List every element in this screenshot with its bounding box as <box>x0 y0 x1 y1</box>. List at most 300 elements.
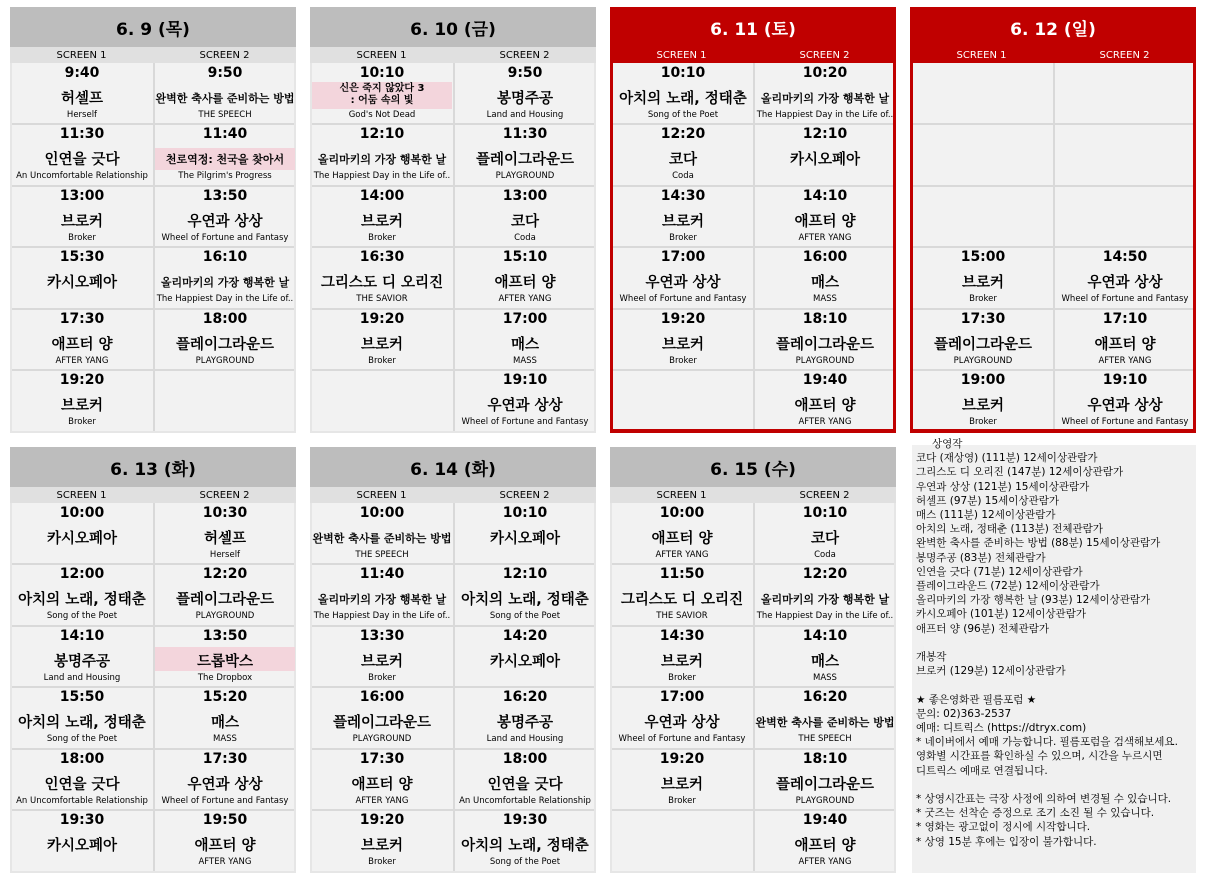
english-title: Broker <box>68 417 96 427</box>
movie-title: 매스 <box>810 653 839 670</box>
movie-title: 올리마키의 가장 행복한 날 <box>317 593 447 607</box>
showtime-slot[interactable] <box>1055 309 1195 370</box>
movie-title: 허셀프 <box>60 91 104 107</box>
movie-title: 우연과 상상 <box>645 275 721 292</box>
showtime-slot[interactable] <box>755 124 895 185</box>
movie-title: 허셀프 <box>203 531 247 547</box>
showtime-slot[interactable] <box>612 626 752 687</box>
showtime[interactable]: 11:30 <box>502 126 548 143</box>
movie-title: 드롭박스 <box>196 653 254 670</box>
showtime[interactable]: 15:20 <box>202 689 248 706</box>
screen-label: SCREEN 2 <box>199 49 250 61</box>
english-title: Broker <box>368 232 396 243</box>
movie-title: 플레이그라운드 <box>475 152 575 169</box>
showtime[interactable]: 18:00 <box>202 310 248 327</box>
english-title: PLAYGROUND <box>495 171 555 182</box>
showtime-slot[interactable] <box>755 63 895 124</box>
showtime[interactable]: 12:10 <box>359 126 405 143</box>
showtime-slot[interactable] <box>455 124 595 185</box>
movie-title: 그리스도 디 오리진 <box>320 275 444 292</box>
showtime-slot[interactable] <box>455 309 595 370</box>
info-line: 매스 (111분) 12세이상관람가 <box>916 509 1056 522</box>
showtime-slot[interactable] <box>1055 370 1195 431</box>
showtime-slot[interactable] <box>455 370 595 431</box>
showtime-slot[interactable] <box>155 124 295 185</box>
showtime[interactable]: 10:00 <box>59 505 105 521</box>
showtime[interactable]: 17:30 <box>59 310 105 327</box>
showtime[interactable]: 9:50 <box>207 65 243 81</box>
showtime-slot[interactable] <box>1055 247 1195 308</box>
english-title: Broker <box>969 294 997 305</box>
day-header: 6. 10 (금) <box>310 7 596 47</box>
english-title: Wheel of Fortune and Fantasy <box>618 734 746 745</box>
day-header: 6. 12 (일) <box>910 7 1196 47</box>
english-title: Land and Housing <box>486 734 564 745</box>
movie-title: 우연과 상상 <box>187 776 263 793</box>
showtime-slot[interactable] <box>312 124 452 185</box>
movie-title: 브로커 <box>661 213 705 230</box>
screen-header-row <box>10 487 296 503</box>
day-header: 6. 13 (화) <box>10 447 296 487</box>
movie-title: 봉명주공 <box>53 653 111 670</box>
schedule-grid <box>12 503 294 871</box>
movie-title: 플레이그라운드 <box>175 336 275 353</box>
showtime-slot[interactable] <box>755 810 895 871</box>
showtime[interactable]: 14:10 <box>802 627 848 644</box>
showtime-slot[interactable] <box>12 503 152 564</box>
info-line: 문의: 02)363-2537 <box>916 707 1012 720</box>
movie-title: 애프터 양 <box>651 531 713 547</box>
english-title: AFTER YANG <box>198 857 252 867</box>
showtime[interactable]: 11:40 <box>202 126 248 143</box>
english-title: The Happiest Day in the Life of.. <box>313 611 451 622</box>
showtime-slot[interactable] <box>312 810 452 871</box>
movie-title: 애프터 양 <box>51 336 113 353</box>
showtime-slot[interactable] <box>613 247 753 308</box>
info-line <box>916 778 1196 792</box>
screen-label: SCREEN 1 <box>356 489 407 501</box>
english-title: Wheel of Fortune and Fantasy <box>161 232 289 243</box>
movie-title: 플레이그라운드 <box>175 592 275 609</box>
english-title: THE SPEECH <box>198 110 252 120</box>
english-title: Song of the Poet <box>489 857 561 867</box>
showtime-slot[interactable] <box>913 370 1053 431</box>
showtime-slot[interactable] <box>12 370 152 431</box>
english-title: THE SAVIOR <box>656 611 708 622</box>
showtime-slot[interactable] <box>12 63 152 124</box>
screen-header-row <box>310 47 596 63</box>
showtime[interactable]: 13:00 <box>502 187 548 204</box>
showtime[interactable]: 10:00 <box>659 505 705 521</box>
showtime[interactable]: 15:00 <box>960 249 1006 266</box>
english-title: Wheel of Fortune and Fantasy <box>1061 294 1189 305</box>
showtime-slot[interactable] <box>155 749 295 810</box>
english-title: Land and Housing <box>43 672 121 683</box>
movie-title: 신은 죽지 않았다 3 : 어둠 속의 빛 <box>339 83 425 106</box>
grid-divider <box>913 123 1193 125</box>
info-line: 그리스도 디 오리진 (147분) 12세이상관람가 <box>916 466 1124 479</box>
movie-title: 코다 <box>810 531 839 547</box>
showtime[interactable]: 13:50 <box>202 187 248 204</box>
english-title: God's Not Dead <box>348 110 416 120</box>
screen-label: SCREEN 2 <box>799 489 850 501</box>
screen-label: SCREEN 2 <box>1099 49 1150 61</box>
showtime[interactable]: 13:00 <box>59 187 105 204</box>
movie-title: 코다 <box>668 152 697 169</box>
showtime-slot[interactable] <box>455 564 595 625</box>
showtime[interactable]: 14:50 <box>1102 249 1148 266</box>
english-title: The Happiest Day in the Life of.. <box>313 171 451 182</box>
movie-title: 우연과 상상 <box>187 213 263 230</box>
showtime-slot[interactable] <box>312 63 452 124</box>
english-title: AFTER YANG <box>798 417 852 427</box>
movie-title: 애프터 양 <box>494 275 556 292</box>
english-title: AFTER YANG <box>498 294 552 305</box>
screen-header-row <box>310 487 596 503</box>
movie-title: 브로커 <box>661 336 705 353</box>
movie-title: 브로커 <box>360 838 404 854</box>
showtime[interactable]: 10:10 <box>359 65 405 81</box>
showtime[interactable]: 16:30 <box>359 249 405 266</box>
screen-label: SCREEN 1 <box>56 489 107 501</box>
day-panel <box>610 7 896 433</box>
showtime[interactable]: 11:30 <box>59 126 105 143</box>
showtime[interactable]: 12:10 <box>802 126 848 143</box>
showtime-slot[interactable] <box>155 810 295 871</box>
showtime-slot[interactable] <box>913 309 1053 370</box>
info-line: 완벽한 축사를 준비하는 방법 (88분) 15세이상관람가 <box>916 537 1161 550</box>
showtime[interactable]: 16:20 <box>502 689 548 706</box>
info-panel <box>912 438 1196 873</box>
screen-label: SCREEN 2 <box>199 489 250 501</box>
english-title: Coda <box>814 550 836 560</box>
showtime[interactable]: 9:40 <box>64 65 100 81</box>
showtime[interactable]: 14:20 <box>502 627 548 644</box>
showtime-slot[interactable] <box>455 626 595 687</box>
showtime[interactable]: 19:10 <box>502 372 548 388</box>
day-header: 6. 14 (화) <box>310 447 596 487</box>
showtime-slot[interactable] <box>455 503 595 564</box>
info-line: 영화별 시간표를 확인하실 수 있으며, 시간을 누르시면 <box>916 750 1163 763</box>
english-title: MASS <box>813 672 837 683</box>
english-title: Coda <box>672 171 694 182</box>
showtime-slot[interactable] <box>12 626 152 687</box>
showtime-slot[interactable] <box>455 186 595 247</box>
showtime[interactable]: 10:10 <box>802 505 848 521</box>
showtime-slot[interactable] <box>755 626 895 687</box>
showtime[interactable]: 19:20 <box>359 812 405 828</box>
movie-title: 카시오페아 <box>789 152 861 169</box>
movie-title: 그리스도 디 오리진 <box>620 592 744 609</box>
info-line: * 굿즈는 선착순 증정으로 조기 소진 될 수 있습니다. <box>916 807 1155 820</box>
showtime-slot[interactable] <box>155 564 295 625</box>
movie-title: 애프터 양 <box>794 213 856 230</box>
showtime-slot[interactable] <box>613 309 753 370</box>
showtime[interactable]: 18:00 <box>502 750 548 767</box>
showtime-slot[interactable] <box>913 247 1053 308</box>
info-line <box>916 636 1196 650</box>
showtime-slot[interactable] <box>755 247 895 308</box>
showtime[interactable]: 19:00 <box>960 372 1006 388</box>
showtime[interactable]: 11:50 <box>659 566 705 583</box>
showtime-slot[interactable] <box>12 186 152 247</box>
info-line: * 상영 15분 후에는 입장이 불가합니다. <box>916 835 1097 848</box>
showtime[interactable]: 14:00 <box>359 187 405 204</box>
showtime-slot[interactable] <box>455 63 595 124</box>
movie-title: 인연을 긋다 <box>44 776 120 793</box>
screen-header-row <box>10 47 296 63</box>
showtime[interactable]: 19:10 <box>1102 372 1148 388</box>
english-title: PLAYGROUND <box>795 355 855 366</box>
movie-title: 코다 <box>510 213 539 230</box>
showtime[interactable]: 15:10 <box>502 249 548 266</box>
showtime-slot[interactable] <box>312 626 452 687</box>
movie-title: 우연과 상상 <box>644 715 720 732</box>
showtime-slot[interactable] <box>12 247 152 308</box>
showtime-slot[interactable] <box>612 687 752 748</box>
showtime-slot[interactable] <box>12 810 152 871</box>
english-title: Broker <box>969 417 997 427</box>
english-title: The Happiest Day in the Life of.. <box>156 294 294 305</box>
showtime-slot[interactable] <box>12 309 152 370</box>
screen-label: SCREEN 1 <box>656 49 707 61</box>
showtime-slot[interactable] <box>755 309 895 370</box>
showtime[interactable]: 10:00 <box>359 505 405 521</box>
info-line: 예매: 디트릭스 (https://dtryx.com) <box>916 722 1087 735</box>
movie-title: 플레이그라운드 <box>332 715 432 732</box>
english-title: Herself <box>66 110 98 120</box>
english-title: Land and Housing <box>486 110 564 120</box>
showtime-slot[interactable] <box>312 503 452 564</box>
movie-title: 아치의 노래, 정태춘 <box>18 715 146 732</box>
movie-title: 애프터 양 <box>794 398 856 414</box>
day-panel <box>610 447 896 873</box>
movie-title: 플레이그라운드 <box>775 336 875 353</box>
showtime-slot[interactable] <box>613 186 753 247</box>
showtime[interactable]: 19:20 <box>659 750 705 767</box>
showtime-slot[interactable] <box>455 810 595 871</box>
english-title: Broker <box>368 672 396 683</box>
showtime[interactable]: 14:30 <box>659 627 705 644</box>
screen-label: SCREEN 1 <box>956 49 1007 61</box>
movie-title: 플레이그라운드 <box>775 776 875 793</box>
english-title: The Pilgrim's Progress <box>178 171 272 182</box>
english-title: AFTER YANG <box>798 857 852 867</box>
movie-title: 브로커 <box>961 275 1005 292</box>
day-header: 6. 15 (수) <box>610 447 896 487</box>
showtime-slot[interactable] <box>12 124 152 185</box>
movie-title: 아치의 노래, 정태춘 <box>461 592 589 609</box>
showtime[interactable]: 14:30 <box>660 187 706 204</box>
screen-label: SCREEN 2 <box>499 49 550 61</box>
movie-title: 우연과 상상 <box>1087 398 1163 414</box>
english-title: Broker <box>68 232 96 243</box>
showtime-slot[interactable] <box>755 749 895 810</box>
screen-header-row <box>610 487 896 503</box>
showtime-slot[interactable] <box>12 749 152 810</box>
showtime[interactable]: 17:30 <box>202 750 248 767</box>
english-title: AFTER YANG <box>655 550 709 560</box>
showtime-slot[interactable] <box>612 564 752 625</box>
showtime[interactable]: 9:50 <box>507 65 543 81</box>
schedule-grid <box>612 503 894 871</box>
movie-title: 애프터 양 <box>1094 336 1156 353</box>
showtime-slot[interactable] <box>312 309 452 370</box>
info-line <box>916 678 1196 692</box>
english-title: An Uncomfortable Relationship <box>16 795 148 806</box>
info-line: 디트릭스 예매로 연결됩니다. <box>916 764 1048 777</box>
info-line: * 영화는 광고없이 정시에 시작합니다. <box>916 821 1091 834</box>
screen-header-row <box>910 47 1196 63</box>
info-line: 애프터 양 (96분) 전체관람가 <box>916 622 1049 635</box>
showtime[interactable]: 12:20 <box>202 566 248 583</box>
showtime[interactable]: 13:50 <box>202 627 248 644</box>
showtime-slot[interactable] <box>155 186 295 247</box>
showtime[interactable]: 14:10 <box>59 627 105 644</box>
showtime[interactable]: 16:00 <box>802 249 848 266</box>
showtime-slot[interactable] <box>312 687 452 748</box>
english-title: PLAYGROUND <box>352 734 412 745</box>
schedule-grid <box>12 63 294 431</box>
day-header: 6. 9 (목) <box>10 7 296 47</box>
showtime-slot[interactable] <box>612 749 752 810</box>
showtime[interactable]: 10:30 <box>202 505 248 521</box>
showtime-slot[interactable] <box>155 63 295 124</box>
screen-label: SCREEN 2 <box>499 489 550 501</box>
showtime[interactable]: 18:10 <box>802 750 848 767</box>
showtime[interactable]: 11:40 <box>359 566 405 583</box>
showtime[interactable]: 17:30 <box>960 310 1006 327</box>
showtime[interactable]: 13:30 <box>359 627 405 644</box>
info-line: 개봉작 <box>916 651 947 664</box>
showtime[interactable]: 17:10 <box>1102 310 1148 327</box>
english-title: MASS <box>213 734 237 745</box>
movie-title: 카시오페아 <box>46 838 118 854</box>
day-panel <box>910 7 1196 433</box>
screen-header-row <box>610 47 896 63</box>
english-title: Wheel of Fortune and Fantasy <box>1061 417 1189 427</box>
showtime[interactable]: 19:50 <box>202 812 248 828</box>
movie-title: 브로커 <box>360 653 404 670</box>
showtime[interactable]: 19:40 <box>802 812 848 828</box>
showtime-slot[interactable] <box>155 687 295 748</box>
showtime-slot[interactable] <box>755 503 895 564</box>
english-title: AFTER YANG <box>1098 355 1152 366</box>
grid-divider <box>913 185 1193 187</box>
showtime-slot[interactable] <box>755 564 895 625</box>
showtime[interactable]: 19:20 <box>59 372 105 388</box>
showtime-slot[interactable] <box>312 247 452 308</box>
english-title: Herself <box>209 550 241 560</box>
showtime-slot[interactable] <box>612 503 752 564</box>
showtime-slot[interactable] <box>312 186 452 247</box>
showtime[interactable]: 17:00 <box>502 310 548 327</box>
movie-title: 천로역정: 천국을 찾아서 <box>165 153 285 167</box>
showtime[interactable]: 10:10 <box>502 505 548 521</box>
showtime-slot[interactable] <box>613 124 753 185</box>
english-title: AFTER YANG <box>355 795 409 806</box>
showtime-slot[interactable] <box>155 503 295 564</box>
showtime-slot[interactable] <box>755 186 895 247</box>
english-title: An Uncomfortable Relationship <box>459 795 591 806</box>
info-line: * 상영시간표는 극장 사정에 의하여 변경될 수 있습니다. <box>916 793 1172 806</box>
showtime[interactable]: 18:10 <box>802 310 848 327</box>
showtime[interactable]: 17:00 <box>660 249 706 266</box>
schedule-grid <box>312 63 594 431</box>
showtime-slot[interactable] <box>312 564 452 625</box>
movie-title: 매스 <box>810 275 839 292</box>
english-title: Broker <box>668 672 696 683</box>
showtime[interactable]: 19:40 <box>802 372 848 388</box>
showtime[interactable]: 19:30 <box>59 812 105 828</box>
showtime[interactable]: 17:30 <box>359 750 405 767</box>
showtime[interactable]: 15:50 <box>59 689 105 706</box>
showtime[interactable]: 10:10 <box>660 65 706 81</box>
showtime[interactable]: 16:00 <box>359 689 405 706</box>
movie-title: 카시오페아 <box>46 531 118 547</box>
showtime-slot[interactable] <box>155 247 295 308</box>
showtime-slot[interactable] <box>155 309 295 370</box>
movie-title: 카시오페아 <box>46 275 118 292</box>
showtime-slot[interactable] <box>12 687 152 748</box>
info-line: 카시오페아 (101분) 12세이상관람가 <box>916 608 1086 621</box>
showtime[interactable]: 12:00 <box>59 566 105 583</box>
showtime[interactable]: 12:20 <box>660 126 706 143</box>
english-title: Wheel of Fortune and Fantasy <box>619 294 747 305</box>
showtime-slot[interactable] <box>455 247 595 308</box>
info-line: 코다 (재상영) (111분) 12세이상관람가 <box>916 452 1098 465</box>
screen-label: SCREEN 2 <box>799 49 850 61</box>
info-line: 아치의 노래, 정태춘 (113분) 전체관람가 <box>916 523 1103 536</box>
showtime[interactable]: 14:10 <box>802 187 848 204</box>
showtime[interactable]: 19:30 <box>502 812 548 828</box>
showtime[interactable]: 12:10 <box>502 566 548 583</box>
schedule-grid <box>613 63 893 429</box>
showtime-slot[interactable] <box>755 370 895 431</box>
showtime-slot[interactable] <box>455 687 595 748</box>
movie-title: 브로커 <box>60 398 104 414</box>
showtime-slot[interactable] <box>755 687 895 748</box>
movie-title: 봉명주공 <box>496 91 554 107</box>
showtime[interactable]: 16:20 <box>802 689 848 706</box>
showtime[interactable]: 16:10 <box>202 249 248 266</box>
showtime[interactable]: 15:30 <box>59 249 105 266</box>
showtime[interactable]: 10:20 <box>802 65 848 81</box>
showtime[interactable]: 18:00 <box>59 750 105 767</box>
english-title: MASS <box>813 294 837 305</box>
schedule-grid <box>913 63 1193 429</box>
showtime-slot[interactable] <box>312 749 452 810</box>
movie-title: 올리마키의 가장 행복한 날 <box>760 92 890 105</box>
movie-title: 카시오페아 <box>489 653 561 670</box>
english-title: PLAYGROUND <box>195 355 255 366</box>
showtime-slot[interactable] <box>613 63 753 124</box>
showtime-slot[interactable] <box>455 749 595 810</box>
showtime[interactable]: 19:20 <box>359 310 405 327</box>
showtime-slot[interactable] <box>155 626 295 687</box>
showtime[interactable]: 17:00 <box>659 689 705 706</box>
movie-title: 브로커 <box>660 653 704 670</box>
showtime[interactable]: 12:20 <box>802 566 848 583</box>
showtime[interactable]: 19:20 <box>660 310 706 327</box>
screen-label: SCREEN 1 <box>656 489 707 501</box>
english-title: MASS <box>513 355 537 366</box>
movie-title: 완벽한 축사를 준비하는 방법 <box>312 532 452 545</box>
english-title: AFTER YANG <box>55 355 109 366</box>
movie-title: 브로커 <box>360 336 404 353</box>
showtime-slot[interactable] <box>12 564 152 625</box>
movie-title: 아치의 노래, 정태춘 <box>461 838 589 854</box>
